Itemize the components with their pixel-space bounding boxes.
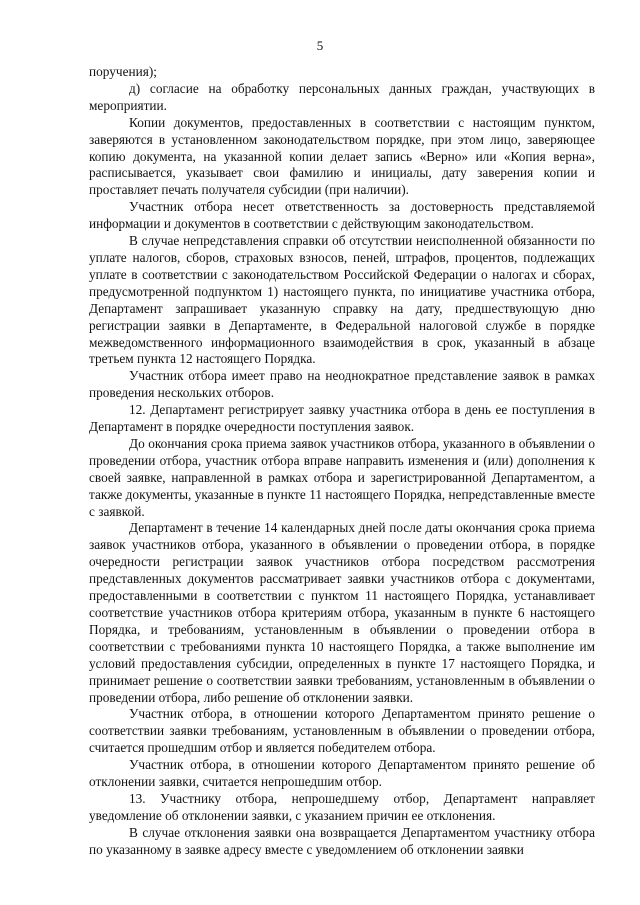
paragraph: В случае отклонения заявки она возвращается Департаментом участнику отбора по указанному в заявке адресу вместе с уведомлением об отклонении заявки bbox=[89, 824, 595, 857]
paragraph: Копии документов, предоставленных в соответствии с настоящим пунктом, заверяются в установленном законодательством порядке, при этом лицо, заверяющее копию документа, на указанной копии делает запись «Верно» или «Копия верна», расписывается, указывает свои фамилию и инициалы, дату заверения копии и проставляет печать получателя субсидии (при наличии). bbox=[89, 114, 595, 198]
paragraph: Департамент в течение 14 календарных дней после даты окончания срока приема заявок участников отбора, указанного в объявлении о проведении отбора, в порядке очередности регистрации заявок участников отбора посредством рассмотрения представленных документов рассматривает заявки участников отбора с документами, предоставленными в соответствии с пунктом 11 настоящего Порядка, устанавливает соответствие участников отбора критериям отбора, указанным в пункте 6 настоящего Порядка, и требованиям, установленным в объявлении о проведении отбора в соответствии с требованиями пункта 10 настоящего Порядка, а также выполнение им условий предоставления субсидии, определенных в пункте 17 настоящего Порядка, и принимает решение о соответствии заявки требованиям, установленным в объявлении о проведении отбора, либо решение об отклонении заявки. bbox=[89, 520, 595, 705]
paragraph: Участник отбора несет ответственность за достоверность представляемой информации и документов в соответствии с действующим законодательством. bbox=[89, 199, 595, 232]
paragraph: Участник отбора, в отношении которого Департаментом принято решение о соответствии заявки требованиям, установленным в объявлении о проведении отбора, считается прошедшим отбор и является победителем отбора. bbox=[89, 706, 595, 756]
paragraph: Участник отбора, в отношении которого Департаментом принято решение об отклонении заявки, считается непрошедшим отбор. bbox=[89, 757, 595, 790]
paragraph: 12. Департамент регистрирует заявку участника отбора в день ее поступления в Департамент в порядке очередности поступления заявок. bbox=[89, 402, 595, 435]
document-body bbox=[89, 64, 595, 859]
paragraph: Участник отбора имеет право на неоднократное представление заявок в рамках проведения нескольких отборов. bbox=[89, 368, 595, 401]
paragraph: д) согласие на обработку персональных данных граждан, участвующих в мероприятии. bbox=[89, 80, 595, 113]
paragraph: В случае непредставления справки об отсутствии неисполненной обязанности по уплате налогов, сборов, страховых взносов, пеней, штрафов, процентов, подлежащих уплате в соответствии с законодательством Российской Федерации о налогах и сборах, предусмотренной подпунктом 1) настоящего пункта, по инициативе участника отбора, Департамент запрашивает указанную справку на дату, предшествующую дню регистрации заявки в Департаменте, в Федеральной налоговой службе в порядке межведомственного информационного взаимодействия в срок, указанный в абзаце третьем пункта 12 настоящего Порядка. bbox=[89, 233, 595, 367]
paragraph: До окончания срока приема заявок участников отбора, указанного в объявлении о проведении отбора, участник отбора вправе направить изменения и (или) дополнения к своей заявке, направленной в рамках отбора и зарегистрированной Департаментом, а также документы, указанные в пункте 11 настоящего Порядка, непредставленные вместе с заявкой. bbox=[89, 435, 595, 519]
page-number: 5 bbox=[316, 38, 324, 53]
paragraph: поручения); bbox=[89, 64, 157, 79]
paragraph: 13. Участнику отбора, непрошедшему отбор, Департамент направляет уведомление об отклонении заявки, с указанием причин ее отклонения. bbox=[89, 790, 595, 823]
